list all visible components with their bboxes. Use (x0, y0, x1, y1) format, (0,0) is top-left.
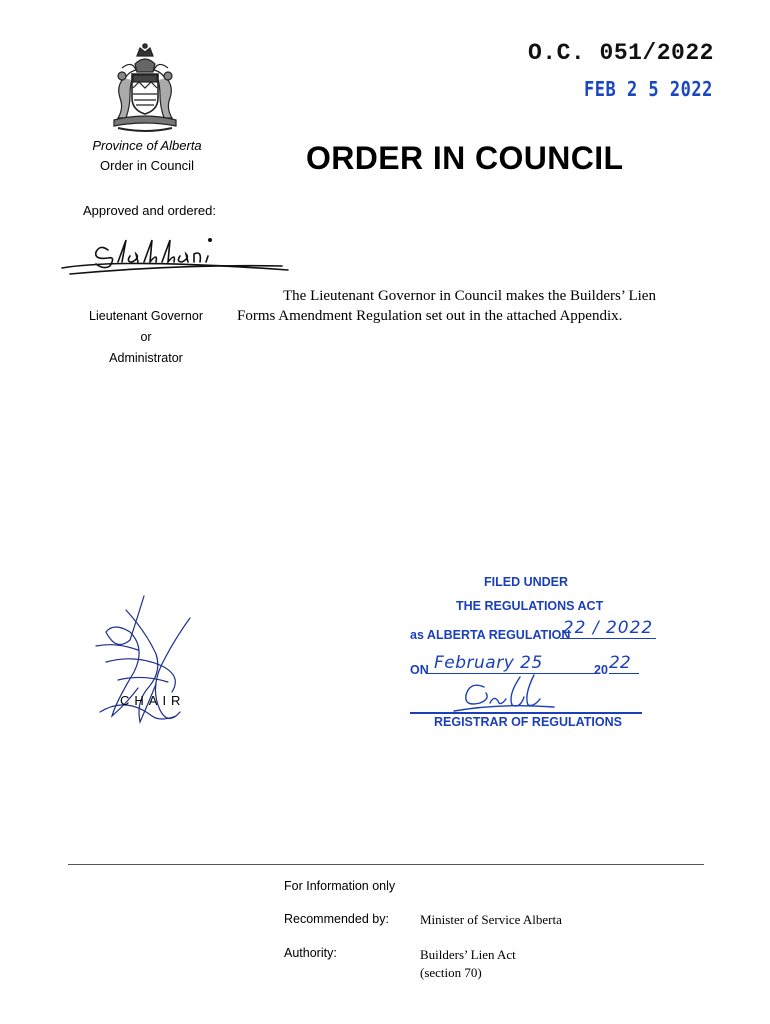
filed-on-label: ON (410, 663, 429, 677)
chair-signature (86, 592, 206, 732)
regulations-act-label: THE REGULATIONS ACT (456, 599, 604, 613)
recommended-by-label: Recommended by: (284, 912, 389, 926)
alberta-coat-of-arms-icon (102, 42, 188, 134)
order-in-council-label: Order in Council (100, 158, 194, 173)
registrar-label: REGISTRAR OF REGULATIONS (434, 715, 622, 729)
footer-divider (68, 864, 704, 865)
for-information-label: For Information only (284, 879, 396, 893)
filed-on-date-value: February 25 (428, 653, 596, 674)
authority-act: Builders’ Lien Act (420, 947, 516, 962)
regulation-number-value: 22 / 2022 (560, 618, 656, 639)
regulation-number-label: as ALBERTA REGULATION (410, 628, 571, 642)
authority-value (420, 946, 516, 982)
signatory-roles (82, 306, 210, 369)
registrar-signature (450, 673, 560, 713)
filed-year-prefix: 20 (594, 663, 608, 677)
body-line-2: Forms Amendment Regulation set out in the attached Appendix. (237, 308, 623, 324)
body-line-1: The Lieutenant Governor in Council makes the Builders’ Lien (283, 288, 656, 304)
authority-label: Authority: (284, 946, 337, 960)
registrar-signature-line (410, 712, 642, 714)
filed-under-label: FILED UNDER (484, 575, 569, 589)
lieutenant-governor-signature (60, 228, 290, 278)
page-title: ORDER IN COUNCIL (306, 140, 624, 176)
province-label: Province of Alberta (92, 138, 202, 153)
approved-label: Approved and ordered: (83, 203, 216, 218)
role-or: or (140, 330, 152, 344)
recommended-by-value: Minister of Service Alberta (420, 912, 562, 927)
authority-section: (section 70) (420, 965, 482, 980)
oc-number: O.C. 051/2022 (528, 40, 714, 66)
role-lieutenant-governor: Lieutenant Governor (89, 309, 203, 323)
chair-label: CHAIR (120, 693, 186, 708)
order-body-text (237, 286, 667, 326)
role-administrator: Administrator (109, 351, 183, 365)
filed-year-value: 22 (609, 653, 639, 674)
date-stamp: FEB 2 5 2022 (584, 78, 713, 102)
